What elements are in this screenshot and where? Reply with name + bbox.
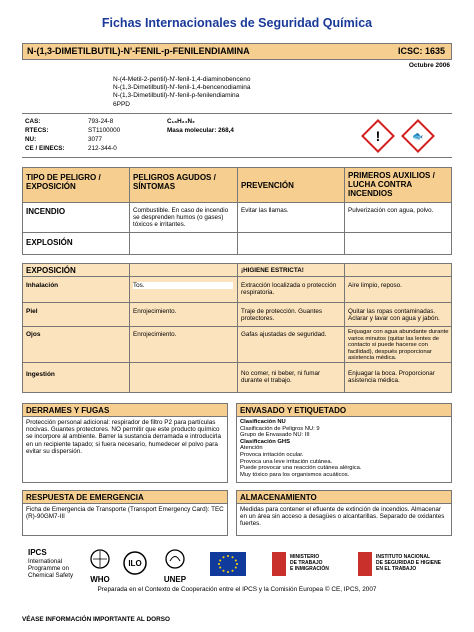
rtecs-label: RTECS:: [25, 127, 49, 134]
prepared-note: Preparada en el Contexto de Cooperación entre el IPCS y la Comisión Europea © CE, IPCS, 2007: [97, 586, 377, 593]
cas-label: CAS:: [25, 118, 41, 125]
envasado-line: Grupo de Envasado NU: III: [240, 432, 310, 439]
exposicion-label: EXPOSICIÓN: [26, 266, 76, 275]
ipcs-description: [28, 558, 73, 579]
page-title: Fichas Internacionales de Seguridad Química: [101, 16, 373, 30]
icsc-number: ICSC: 1635: [397, 46, 445, 56]
svg-text:ILO: ILO: [128, 559, 142, 568]
envasado-line: Clasificación NU: [240, 419, 286, 425]
ghs-environment-pictogram: 🐟: [401, 119, 435, 153]
ingestion-row: [22, 363, 452, 393]
ipcs-title: IPCS: [28, 548, 47, 557]
incendio-sintomas: Combustible. En caso de incendio se desprenden humos (o gases) tóxicos e irritantes.: [133, 207, 229, 229]
envasado-line: Atención: [240, 445, 263, 452]
ojos-prevencion: Gafas ajustadas de seguridad.: [241, 331, 327, 338]
col-prevencion: PREVENCIÓN: [241, 181, 294, 190]
synonym: N-(4-Metil-2-pentil)-N'-fenil-1,4-diaminobenceno: [113, 76, 251, 83]
nu-value: 3077: [88, 136, 103, 143]
envasado-line: Clasificación GHS: [240, 438, 290, 445]
col-primeros-auxilios: PRIMEROS AUXILIOS / LUCHA CONTRA INCENDIOS: [348, 171, 435, 198]
instituto-line: EN EL TRABAJO: [376, 566, 417, 572]
ojos-label: Ojos: [26, 331, 41, 338]
unep-logo: [158, 548, 192, 582]
ojos-row: [22, 327, 452, 363]
derrames-text: Protección personal adicional: respirador de filtro P2 para partículas nocivas. Guantes protectores. NO permitir que este producto químico se incorpore al ambiente. Barrer la sustancia derramada e introducirla en un recipiente tapado; si fuera necesario, humedecer el polvo para evitar su dispersión.: [22, 417, 228, 483]
hazards-table-header: [22, 167, 452, 203]
ojos-auxilios: Enjuagar con agua abundante durante varios minutos (quitar las lentes de contacto si puede hacerse con facilidad), después proporcionar asistencia médica.: [348, 329, 449, 362]
piel-row: [22, 303, 452, 327]
ipcs-line: Programme on: [28, 565, 69, 572]
cas-value: 793-24-8: [88, 118, 114, 125]
incendio-prevencion: Evitar las llamas.: [241, 207, 289, 214]
ministerio-line: MINISTERIO: [290, 554, 320, 560]
envasado-heading: ENVASADO Y ETIQUETADO: [236, 403, 452, 417]
issue-date: Octubre 2006: [408, 62, 450, 69]
chemical-name: N-(1,3-DIMETILBUTIL)-N'-FENIL-p-FENILENDIAMINA: [27, 46, 250, 56]
who-logo: [86, 548, 114, 582]
chemical-name-bar: [22, 43, 452, 60]
ingestion-label: Ingestión: [26, 371, 55, 378]
synonym: 6PPD: [113, 100, 130, 108]
piel-label: Piel: [26, 308, 38, 315]
unep-label: UNEP: [163, 575, 187, 584]
ce-value: 212-344-0: [88, 145, 117, 152]
ministerio-logo: [272, 552, 344, 580]
vease-note: VÉASE INFORMACIÓN IMPORTANTE AL DORSO: [22, 616, 170, 623]
eu-flag-logo: [210, 552, 246, 576]
synonym: N-(1,3-Dimetilbutil)-N'-fenil-1,4-bencenodiamina: [113, 84, 251, 92]
identifiers-box: [22, 113, 452, 158]
incendio-row: [22, 203, 452, 233]
almacenamiento-heading: ALMACENAMIENTO: [236, 490, 452, 504]
col-tipo-peligro: TIPO DE PELIGRO / EXPOSICIÓN: [26, 173, 101, 191]
piel-sintomas: Enrojecimiento.: [133, 308, 177, 315]
ipcs-line: International: [28, 558, 63, 565]
piel-prevencion: Traje de protección. Guantes protectores.: [241, 308, 322, 323]
ministerio-line: E INMIGRACIÓN: [290, 566, 329, 572]
explosion-row: [22, 233, 452, 255]
instituto-logo: [358, 552, 452, 580]
envasado-line: Muy tóxico para los organismos acuáticos.: [240, 471, 350, 478]
ministerio-line: DE TRABAJO: [290, 560, 323, 566]
emergencia-heading: RESPUESTA DE EMERGENCIA: [22, 490, 228, 504]
incendio-auxilios: Pulverización con agua, polvo.: [348, 207, 434, 214]
envasado-line: Provoca una leve irritación cutánea.: [240, 458, 333, 465]
almacenamiento-text: Medidas para contener el efluente de extinción de incendios. Almacenar en un área sin acceso a desagües o alcantarillas. Separado de oxidantes fuertes.: [236, 504, 452, 536]
inhalacion-prevencion: Extracción localizada o protección respiratoria.: [241, 282, 337, 297]
ingestion-prevencion: No comer, ni beber, ni fumar durante el trabajo.: [241, 370, 321, 385]
col-peligros-agudos: PELIGROS AGUDOS / SÍNTOMAS: [133, 173, 216, 191]
who-label: WHO: [90, 575, 110, 584]
inhalacion-sintomas: Tos.: [133, 282, 233, 289]
ingestion-auxilios: Enjuagar la boca. Proporcionar asistencia médica.: [348, 370, 435, 385]
footer-logos: [22, 548, 452, 584]
molecular-mass: Masa molecular: 268,4: [167, 127, 234, 134]
explosion-label: EXPLOSIÓN: [26, 238, 73, 247]
higiene-estricta: ¡HIGIENE ESTRICTA!: [241, 267, 304, 274]
inhalacion-row: [22, 277, 452, 303]
piel-auxilios: Quitar las ropas contaminadas. Aclarar y lavar con agua y jabón.: [348, 308, 440, 323]
nu-label: NU:: [25, 136, 37, 143]
ilo-logo: [122, 550, 148, 576]
instituto-line: DE SEGURIDAD E HIGIENE: [376, 560, 442, 566]
exposicion-row: [22, 263, 452, 277]
ghs-exclamation-pictogram: !: [361, 119, 395, 153]
incendio-label: INCENDIO: [26, 207, 66, 216]
inhalacion-label: Inhalación: [26, 282, 59, 289]
synonym: N-(1,3-Dimetilbutil)-N'-fenil-p-fenilendiamina: [113, 92, 240, 100]
rtecs-value: ST1100000: [88, 127, 121, 134]
inhalacion-auxilios: Aire limpio, reposo.: [348, 282, 402, 289]
envasado-line: Clasificación de Peligros NU: 9: [240, 425, 320, 432]
envasado-line: Provoca irritación ocular.: [240, 451, 304, 458]
ipcs-line: Chemical Safety: [28, 572, 74, 579]
envasado-line: Puede provocar una reacción cutánea alérgica.: [240, 465, 362, 472]
synonyms-list: [113, 76, 250, 109]
molecular-formula: C₁₈H₂₄N₂: [167, 118, 195, 125]
envasado-text: [236, 417, 452, 483]
derrames-heading: DERRAMES Y FUGAS: [22, 403, 228, 417]
emergencia-text: Ficha de Emergencia de Transporte (Transport Emergency Card): TEC (R)-90GM7-III: [22, 504, 228, 536]
ce-label: CE / EINECS:: [25, 145, 65, 152]
instituto-line: INSTITUTO NACIONAL: [376, 554, 431, 560]
ojos-sintomas: Enrojecimiento.: [133, 331, 177, 338]
